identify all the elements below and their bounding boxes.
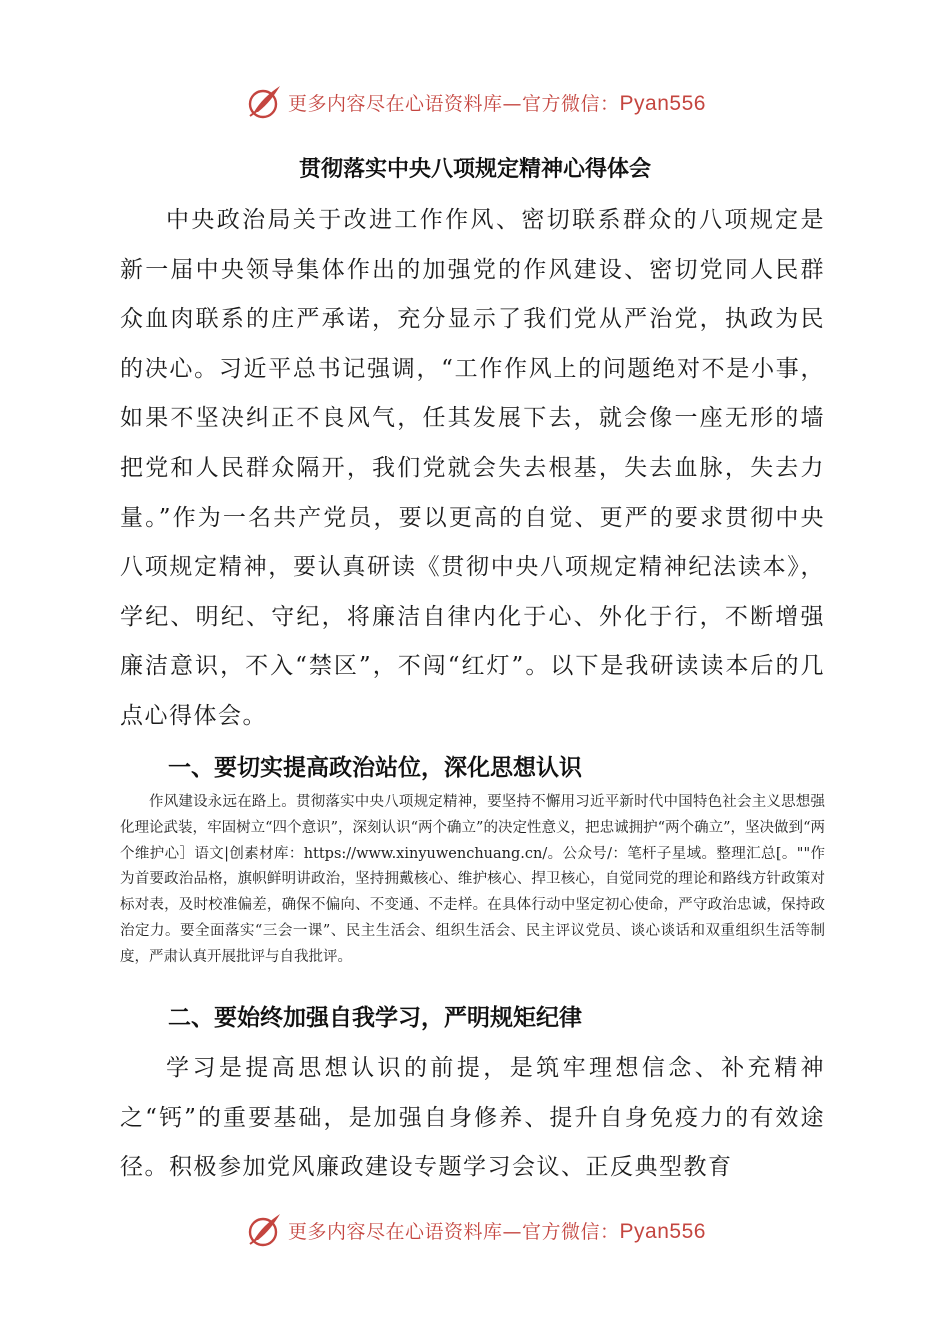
section-1-paragraph: 作风建设永远在路上。贯彻落实中央八项规定精神，要坚持不懈用习近平新时代中国特色社会主义思想强化理论武装，牢固树立“四个意识”，深刻认识“两个确立”的决定性意义，把忠诚拥护“两个确立”，坚决做到“两个维护心］语文|创素材库：https://www.xinyuwenchuang.cn/。公众号/：笔杆子星域。整理汇总[。""作为首要政治品格，旗帜鲜明讲政治，坚持拥戴核心、维护核心、捍卫核心，自觉同党的理论和路线方针政策对标对表，及时校准偏差，确保不偏向、不变通、不走样。在具体行动中坚定初心使命，严守政治忠诚，保持政治定力。要全面落实“三会一课”、民主生活会、组织生活会、民主评议党员、谈心谈话和双重组织生活等制度，严肃认真开展批评与自我批评。 — [120, 794, 825, 965]
section-2-heading: 二、要始终加强自我学习，严明规矩纪律 — [168, 1005, 582, 1031]
section-2-paragraph: 学习是提高思想认识的前提，是筑牢理想信念、补充精神之“钙”的重要基础，是加强自身修养、提升自身免疫力的有效途径。积极参加党风廉政建设专题学习会议、正反典型教育 — [120, 1055, 825, 1181]
section-1-heading: 一、要切实提高政治站位，深化思想认识 — [168, 755, 582, 781]
document-title: 贯彻落实中央八项规定精神心得体会 — [298, 157, 651, 182]
quill-logo-icon — [244, 82, 284, 122]
footer-watermark-banner — [0, 1208, 950, 1252]
intro-paragraph: 中央政治局关于改进工作作风、密切联系群众的八项规定是新一届中央领导集体作出的加强党的作风建设、密切党同人民群众血肉联系的庄严承诺，充分显示了我们党从严治党，执政为民的决心。习近平总书记强调，“工作作风上的问题绝对不是小事，如果不坚决纠正不良风气，任其发展下去，就会像一座无形的墙把党和人民群众隔开，我们党就会失去根基，失去血脉，失去力量。”作为一名共产党员，要以更高的自觉、更严的要求贯彻中央八项规定精神，要认真研读《贯彻中央八项规定精神纪法读本》，学纪、明纪、守纪，将廉洁自律内化于心、外化于行，不断增强廉洁意识，不入“禁区”，不闯“红灯”。以下是我研读读本后的几点心得体会。 — [120, 207, 825, 729]
wechat-id: Pyan556 — [619, 1219, 706, 1243]
header-watermark-banner — [0, 80, 950, 124]
wechat-id: Pyan556 — [619, 91, 706, 115]
banner-text: 更多内容尽在心语资料库—官方微信：Pyan556 — [288, 1219, 706, 1243]
banner-text: 更多内容尽在心语资料库—官方微信：Pyan556 — [288, 91, 706, 115]
quill-logo-icon — [244, 1210, 284, 1250]
